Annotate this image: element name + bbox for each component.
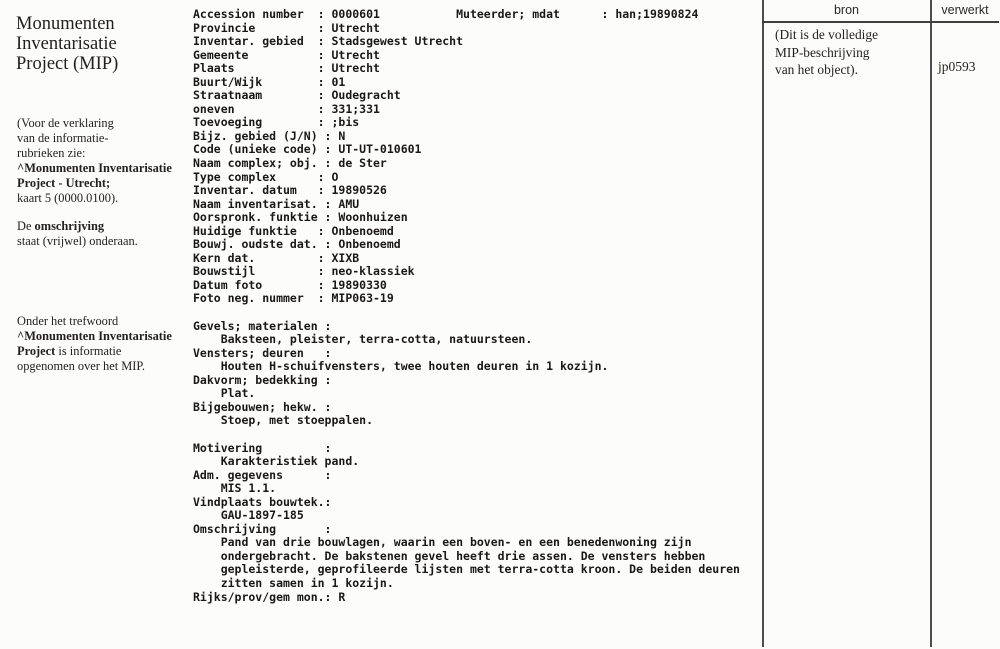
- record-line: Foto neg. nummer : MIP063-19: [193, 291, 394, 306]
- margin-note-line: van de informatie-: [17, 131, 109, 145]
- record-line: Plaats : Utrecht: [193, 61, 380, 76]
- record-line: Adm. gegevens :: [193, 467, 332, 482]
- record-line: Naam inventarisat. : AMU: [193, 196, 360, 211]
- record-line: Oorspronk. funktie : Woonhuizen: [193, 210, 408, 225]
- record-line: MIS 1.1.: [193, 481, 277, 496]
- note-text-bold: omschrijving: [34, 219, 105, 233]
- record-line: Toevoeging : ;bis: [193, 115, 360, 130]
- record-line: Provincie : Utrecht: [193, 20, 380, 35]
- verwerkt-code: jp0593: [938, 59, 976, 74]
- margin-note-trefwoord: [17, 314, 192, 374]
- note-text: De: [17, 219, 35, 233]
- record-line: Bouwj. oudste dat. : Onbenoemd: [193, 237, 401, 252]
- record-line: Baksteen, pleister, terra-cotta, natuursteen.: [193, 332, 533, 347]
- record-line: Bijz. gebied (J/N) : N: [193, 128, 346, 143]
- record-line: gepleisterde, geprofileerde lijsten met terra-cotta kroon. De beiden deuren: [193, 562, 740, 577]
- record-line: Straatnaam : Oudegracht: [193, 88, 401, 103]
- record-line: Type complex : O: [193, 169, 339, 184]
- record-line: Buurt/Wijk : 01: [193, 74, 346, 89]
- record-line: ondergebracht. De bakstenen gevel heeft drie assen. De vensters hebben: [193, 548, 706, 563]
- record-line: Houten H-schuifvensters, twee houten deuren in 1 kozijn.: [193, 359, 609, 374]
- mip-record-text: [193, 8, 758, 604]
- margin-note-line-bold: ^Monumenten Inventarisatie: [17, 329, 172, 343]
- record-line: Dakvorm; bedekking :: [193, 372, 332, 387]
- column-header-bron: bron: [833, 3, 860, 17]
- record-line: Code (unieke code) : UT-UT-010601: [193, 142, 422, 157]
- record-line: Plat.: [193, 386, 256, 401]
- record-line: Vindplaats bouwtek.:: [193, 494, 332, 509]
- record-line: Inventar. datum : 19890526: [193, 183, 387, 198]
- margin-note-line: [17, 344, 192, 359]
- margin-note-legend: [17, 116, 192, 206]
- record-line: Naam complex; obj. : de Ster: [193, 156, 387, 171]
- record-line: Huidige funktie : Onbenoemd: [193, 223, 394, 238]
- margin-note-line-bold: ^Monumenten Inventarisatie: [17, 161, 172, 175]
- record-line: Karakteristiek pand.: [193, 454, 360, 469]
- margin-note-line: rubrieken zie:: [17, 146, 86, 160]
- record-line: Kern dat. : XIXB: [193, 250, 360, 265]
- bron-note-line: MIP-beschrijving: [775, 44, 870, 60]
- page-title-line: Project (MIP): [16, 54, 119, 74]
- bron-note-line: van het object).: [775, 62, 858, 78]
- record-line: Vensters; deuren :: [193, 345, 332, 360]
- record-line: GAU-1897-185: [193, 508, 304, 523]
- margin-note-line: (Voor de verklaring: [17, 116, 114, 130]
- margin-note-line-bold: Project - Utrecht;: [17, 176, 111, 190]
- vertical-rule-right: [930, 0, 932, 647]
- record-line: Accession number : 0000601 Muteerder; mdat : han;19890824: [193, 7, 699, 21]
- record-line: [193, 428, 758, 442]
- note-text-bold: Project: [17, 344, 56, 358]
- margin-note-line: Onder het trefwoord: [17, 314, 119, 328]
- bron-note: [775, 26, 878, 79]
- record-line: Gemeente : Utrecht: [193, 47, 380, 62]
- bron-note-line: (Dit is de volledige: [775, 27, 879, 42]
- record-line: Inventar. gebied : Stadsgewest Utrecht: [193, 34, 464, 49]
- margin-note-line: staat (vrijwel) onderaan.: [17, 234, 138, 248]
- record-line: Rijks/prov/gem mon.: R: [193, 589, 346, 604]
- header-rule: [762, 21, 999, 23]
- record-line: Omschrijving :: [193, 521, 332, 536]
- record-line: Bouwstijl : neo-klassiek: [193, 264, 415, 279]
- margin-note-line: opgenomen over het MIP.: [17, 359, 146, 373]
- margin-note-line: [17, 219, 192, 234]
- record-line: Gevels; materialen :: [193, 318, 332, 333]
- column-header-verwerkt: verwerkt: [941, 3, 989, 17]
- margin-note-line: kaart 5 (0000.0100).: [17, 191, 119, 205]
- record-line: Datum foto : 19890330: [193, 277, 387, 292]
- record-line: Motivering :: [193, 440, 332, 455]
- record-line: zitten samen in 1 kozijn.: [193, 575, 394, 590]
- record-line: [193, 306, 758, 320]
- note-text: is informatie: [55, 344, 122, 358]
- margin-note-omschrijving: [17, 219, 192, 249]
- record-line: Bijgebouwen; hekw. :: [193, 399, 332, 414]
- record-line: oneven : 331;331: [193, 101, 380, 116]
- vertical-rule-left: [762, 0, 764, 647]
- page-title: [16, 14, 118, 74]
- record-line: Pand van drie bouwlagen, waarin een boven- en een benedenwoning zijn: [193, 535, 692, 550]
- page-title-line: Inventarisatie: [16, 34, 117, 54]
- page-title-line: Monumenten: [16, 14, 115, 34]
- record-line: Stoep, met stoeppalen.: [193, 413, 374, 428]
